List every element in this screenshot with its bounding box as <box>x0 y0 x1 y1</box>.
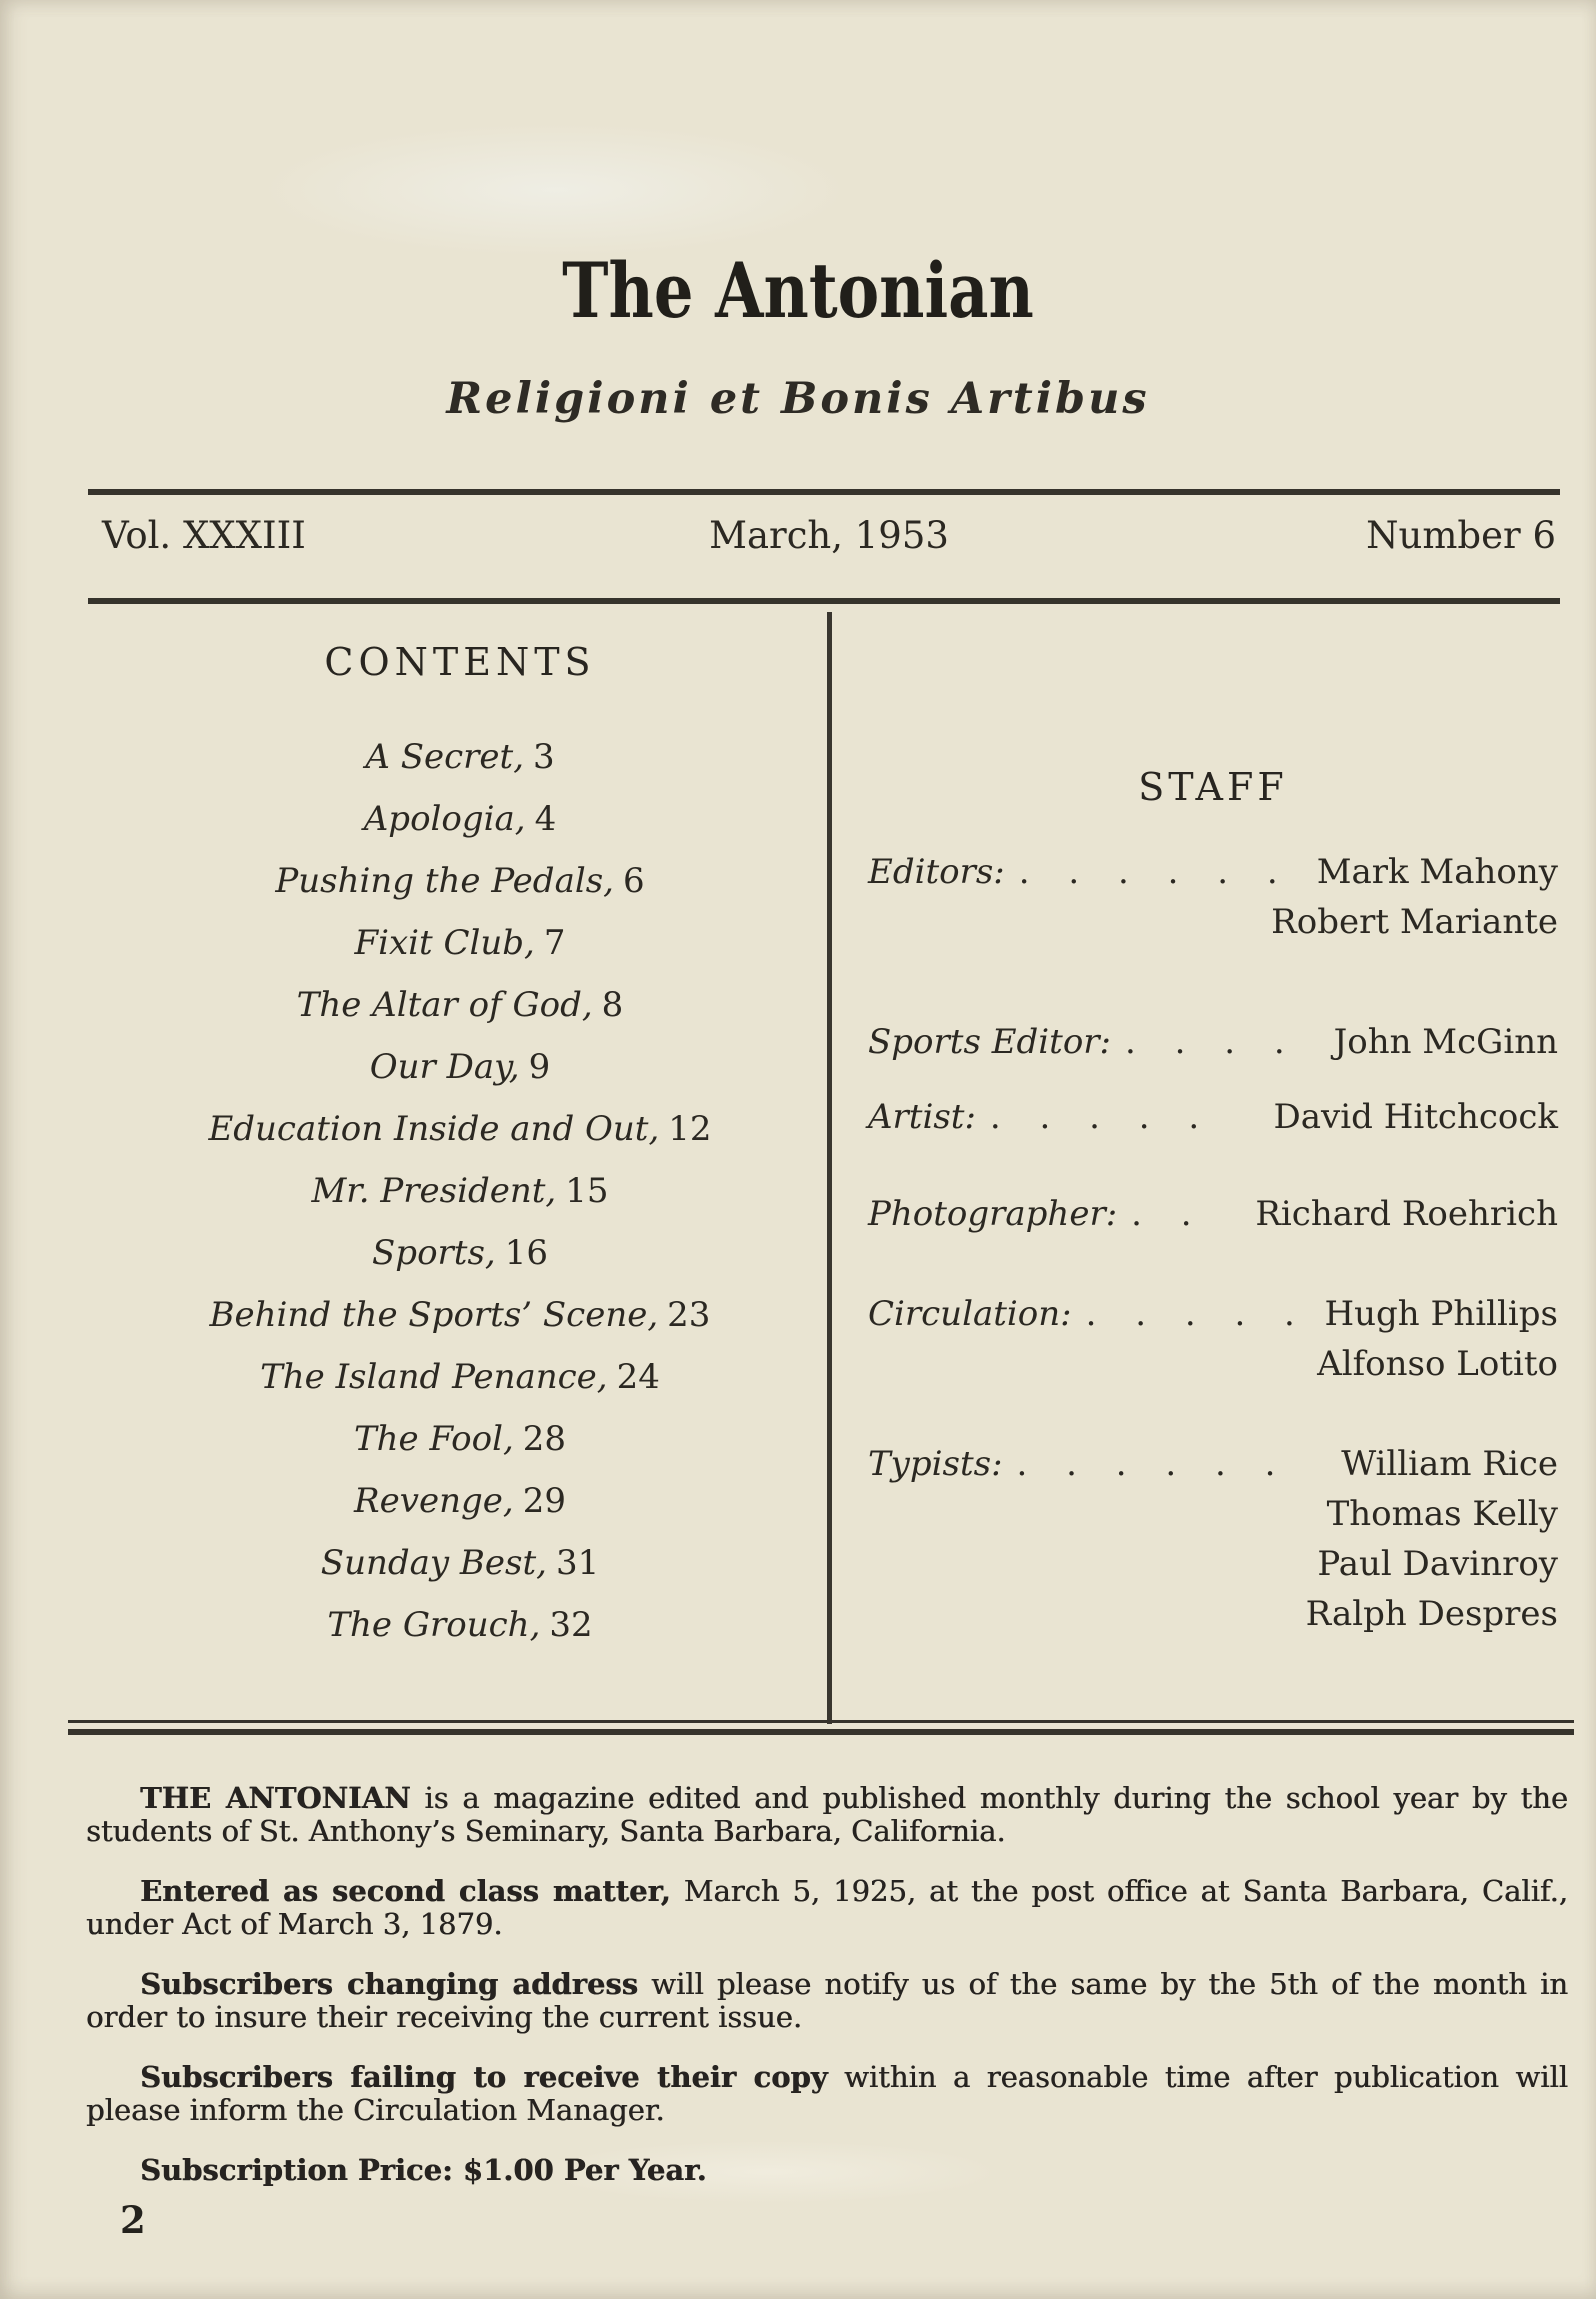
toc-item-title: Apologia, <box>363 799 526 839</box>
staff-name: Paul Davinroy <box>1317 1544 1558 1584</box>
toc-item <box>90 1098 830 1160</box>
toc-item <box>90 912 830 974</box>
imprint-lead: Entered as second class matter, <box>140 1874 671 1908</box>
toc-item-page: 7 <box>543 923 566 963</box>
toc-item-page: 24 <box>616 1357 660 1397</box>
toc-item-title: The Altar of God, <box>296 985 593 1025</box>
toc-item-page: 23 <box>667 1295 711 1335</box>
toc-item <box>90 1284 830 1346</box>
imprint-text: is a magazine edited and published monthly during the school year by the students of St. Anthony’s Seminary, Santa Barbara, California. <box>86 1781 1568 1848</box>
toc-item <box>90 1408 830 1470</box>
staff-name: Robert Mariante <box>1271 902 1558 942</box>
toc-item-title: Our Day, <box>369 1047 520 1087</box>
toc-item <box>90 1594 830 1656</box>
toc-item <box>90 726 830 788</box>
toc-item-title: Mr. President, <box>311 1171 557 1211</box>
toc-item <box>90 974 830 1036</box>
imprint-paragraph <box>86 1875 1568 1941</box>
imprint-lead: THE ANTONIAN <box>140 1781 411 1815</box>
toc-item-title: The Grouch, <box>327 1605 541 1645</box>
imprint-lead: Subscription Price: $1.00 Per Year. <box>140 2153 707 2187</box>
staff-name: Richard Roehrich <box>1255 1194 1558 1234</box>
toc-item-page: 31 <box>555 1543 600 1583</box>
staff-name: Hugh Phillips <box>1324 1294 1558 1334</box>
contents-column <box>90 640 830 1656</box>
toc-item-title: Education Inside and Out, <box>208 1109 660 1149</box>
contents-heading: CONTENTS <box>324 640 596 684</box>
toc-item-title: The Island Penance, <box>260 1357 608 1397</box>
toc-item <box>90 1160 830 1222</box>
issue-info-row <box>102 514 1556 557</box>
imprint-paragraph <box>86 1968 1568 2034</box>
staff-role: Typists: <box>868 1444 1003 1484</box>
horizontal-rule-top <box>88 489 1560 495</box>
issue-date: March, 1953 <box>709 514 949 557</box>
staff-entry-sports-editor <box>868 1017 1558 1067</box>
staff-name: Mark Mahony <box>1316 852 1558 892</box>
staff-entry-photographer <box>868 1189 1558 1239</box>
staff-name: Thomas Kelly <box>1326 1494 1558 1534</box>
toc-item-title: Revenge, <box>354 1481 514 1521</box>
toc-item-title: The Fool, <box>353 1419 514 1459</box>
toc-item-page: 9 <box>528 1047 551 1087</box>
dot-leader: . . . . . . <box>1016 1444 1278 1484</box>
dot-leader: . . . . <box>1125 1022 1287 1062</box>
toc-item-page: 16 <box>504 1233 548 1273</box>
horizontal-rule-mid <box>88 598 1560 604</box>
masthead-title: The Antonian <box>562 246 1034 335</box>
staff-entry-artist <box>868 1092 1558 1142</box>
toc-item-page: 12 <box>668 1109 712 1149</box>
staff-name: William Rice <box>1341 1444 1558 1484</box>
horizontal-rule-bottom-thin <box>68 1720 1574 1723</box>
imprint-text: March 5, 1925, at the post office at Santa Barbara, Calif., under Act of March 3, 1879. <box>86 1874 1568 1941</box>
masthead-motto: Religioni et Bonis Artibus <box>446 374 1150 424</box>
staff-role: Photographer: <box>868 1194 1118 1234</box>
imprint-text: within a reasonable time after publication will please inform the Circulation Manager. <box>86 2060 1568 2127</box>
toc-item-title: Behind the Sports’ Scene, <box>209 1295 659 1335</box>
toc-item-title: Sunday Best, <box>320 1543 547 1583</box>
toc-item-title: A Secret, <box>365 737 525 777</box>
toc-item-title: Fixit Club, <box>354 923 535 963</box>
toc-item <box>90 1036 830 1098</box>
staff-role: Artist: <box>868 1097 976 1137</box>
horizontal-rule-bottom-thick <box>68 1729 1574 1735</box>
toc-item-page: 15 <box>565 1171 609 1211</box>
volume-label: Vol. XXXIII <box>102 514 306 557</box>
issue-number: Number 6 <box>1366 514 1557 557</box>
toc-item-page: 29 <box>522 1481 566 1521</box>
staff-role: Sports Editor: <box>868 1022 1111 1062</box>
toc-item-page: 6 <box>622 861 645 901</box>
toc-item <box>90 1346 830 1408</box>
staff-heading: STAFF <box>1138 765 1288 809</box>
imprint-block <box>86 1782 1568 2214</box>
page-number: 2 <box>120 2198 146 2242</box>
staff-name: Ralph Despres <box>1305 1594 1558 1634</box>
imprint-lead: Subscribers changing address <box>140 1967 638 2001</box>
dot-leader: . . . . . <box>989 1097 1202 1137</box>
staff-entry-circulation <box>868 1289 1558 1389</box>
toc-item-page: 32 <box>549 1605 593 1645</box>
staff-role: Circulation: <box>868 1294 1072 1334</box>
imprint-paragraph <box>86 2061 1568 2127</box>
toc-item-page: 28 <box>522 1419 567 1459</box>
dot-leader: . . . . . . <box>1018 852 1280 892</box>
toc-item-page: 4 <box>534 799 557 839</box>
dot-leader: . . . . . <box>1085 1294 1297 1334</box>
staff-entry-editors <box>868 847 1558 947</box>
staff-name: Alfonso Lotito <box>1317 1344 1558 1384</box>
staff-name: David Hitchcock <box>1273 1097 1558 1137</box>
toc-item-page: 3 <box>533 737 555 777</box>
imprint-lead: Subscribers failing to receive their copy <box>140 2060 828 2094</box>
toc-item <box>90 1532 830 1594</box>
toc-item-page: 8 <box>601 985 624 1025</box>
staff-entry-typists <box>868 1439 1558 1639</box>
staff-name: John McGinn <box>1333 1022 1558 1062</box>
toc-item <box>90 788 830 850</box>
toc-item-title: Sports, <box>372 1233 496 1273</box>
dot-leader: . . <box>1131 1194 1194 1234</box>
imprint-paragraph <box>86 1782 1568 1848</box>
toc-item <box>90 1470 830 1532</box>
toc-item <box>90 850 830 912</box>
toc-item-title: Pushing the Pedals, <box>275 861 614 901</box>
imprint-text: will please notify us of the same by the 5th of the month in order to insure their receiving the current issue. <box>86 1967 1568 2034</box>
toc-item <box>90 1222 830 1284</box>
imprint-paragraph <box>86 2154 1568 2187</box>
staff-role: Editors: <box>868 852 1005 892</box>
